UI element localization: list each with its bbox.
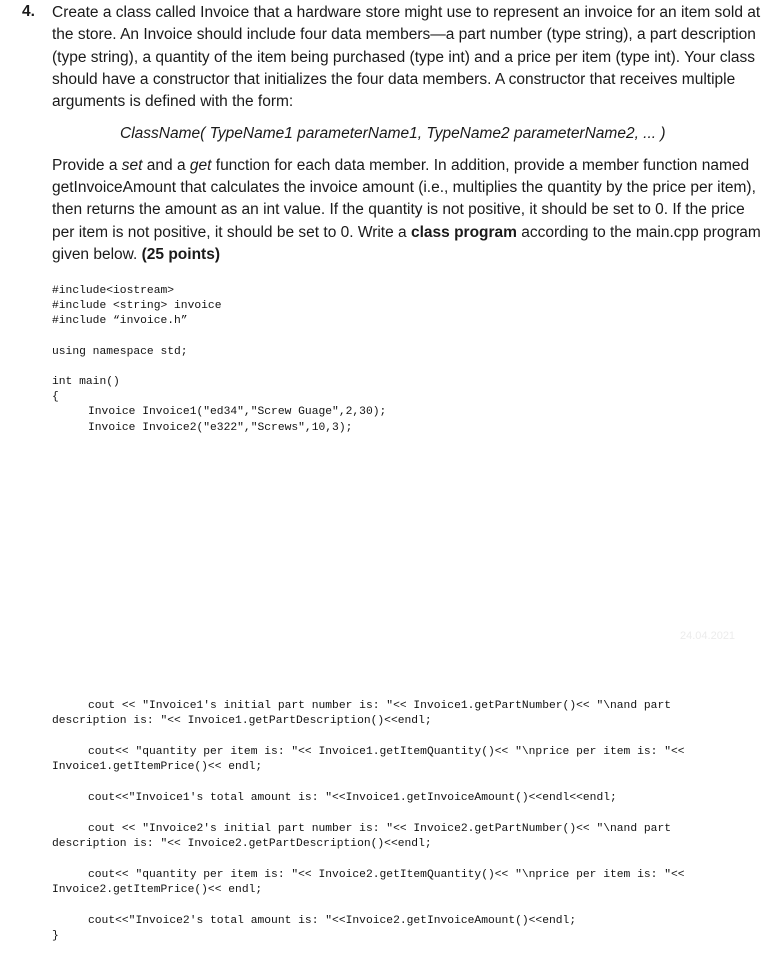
code-output-3: cout<<"Invoice1's total amount is: "<<Invoice1.getInvoiceAmount()<<endl<<endl; — [88, 792, 617, 804]
constructor-form: ClassName( TypeName1 parameterName1, TypeName2 parameterName2, ... ) — [120, 125, 666, 143]
code-main-header: int main() { Invoice Invoice1("ed34","Screw Guage",2,30); Invoice Invoice2("e322","Screws",10,3); — [52, 376, 387, 434]
code-output-2: cout<< "quantity per item is: "<< Invoice1.getItemQuantity()<< "\nprice per item is: "<< Invoice1.getItemPrice()<< endl; — [52, 746, 685, 774]
code-using: using namespace std; — [52, 346, 188, 358]
date-watermark: 24.04.2021 — [680, 630, 736, 642]
paragraph-2: Provide a set and a get function for each data member. In addition, provide a member function named getInvoiceAmount that calculates the invoice amount (i.e., multiplies the quantity by the price per item), then returns the amount as an int value. If the quantity is not positive, it should be set to 0. If the price per item is not positive, it should be set to 0. Write a class program according to the main.cpp program given below. (25 points) — [52, 156, 761, 263]
class-program-label: class program — [410, 223, 517, 241]
paragraph-1: Create a class called Invoice that a hardware store might use to represent an invoice for an item sold at the store. An Invoice should include four data members—a part number (type string), a part description (type string), a quantity of the item being purchased (type int) and a price per item (type int). Your class should have a constructor that initializes the four data members. A constructor that receives multiple arguments is defined with the form: — [52, 4, 761, 111]
code-output-5: cout<< "quantity per item is: "<< Invoice2.getItemQuantity()<< "\nprice per item is: "<< Invoice2.getItemPrice()<< endl; — [52, 869, 685, 897]
code-includes: #include<iostream> #include <string> invoice #include “invoice.h” — [52, 285, 222, 328]
question-number: 4. — [22, 3, 35, 20]
code-output-1: cout << "Invoice1's initial part number is: "<< Invoice1.getPartNumber()<< "\nand part description is: "<< Invoice1.getPartDescription()<<endl; — [52, 700, 672, 728]
points-label: (25 points) — [141, 245, 220, 263]
question-text — [52, 2, 762, 266]
code-output-4: cout << "Invoice2's initial part number is: "<< Invoice2.getPartNumber()<< "\nand part description is: "<< Invoice2.getPartDescription()<<endl; — [52, 823, 672, 851]
code-close-brace: } — [52, 930, 59, 942]
code-output-6: cout<<"Invoice2's total amount is: "<<Invoice2.getInvoiceAmount()<<endl; — [88, 915, 577, 927]
question-block — [22, 2, 762, 266]
